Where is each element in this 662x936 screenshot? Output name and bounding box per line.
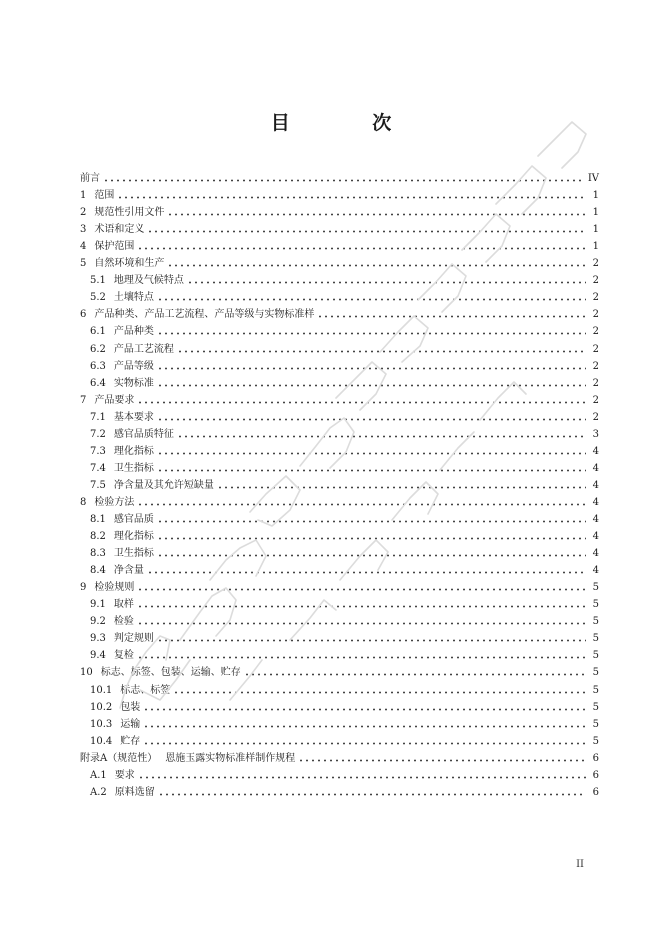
- toc-leader-dots: [177, 350, 586, 353]
- toc-entry[interactable]: [80, 168, 599, 185]
- toc-leader-dots: [157, 554, 586, 557]
- toc-entry[interactable]: [90, 458, 599, 475]
- toc-entry-number: 6.4: [90, 378, 114, 390]
- toc-entry-number: 9.2: [90, 616, 114, 628]
- toc-leader-dots: [217, 486, 586, 489]
- toc-entry-label: 检验规则: [94, 582, 135, 594]
- toc-entry-label: 卫生指标: [113, 462, 154, 474]
- toc-entry-number: 5.2: [90, 292, 114, 304]
- toc-entry-page: 5: [592, 599, 599, 611]
- toc-entry-page: 4: [592, 496, 599, 508]
- toc-entry-label: 产品等级: [113, 360, 154, 372]
- toc-entry-label: 产品种类: [113, 326, 154, 338]
- toc-entry-number: 6.3: [90, 361, 114, 373]
- toc-entry-number: 8.3: [90, 548, 114, 560]
- toc-entry-label: 理化指标: [113, 531, 154, 543]
- toc-entry[interactable]: [90, 543, 599, 560]
- toc-leader-dots: [317, 315, 586, 318]
- toc-entry-number: 10.4: [90, 736, 120, 748]
- toc-entry-label: 保护范围: [94, 241, 135, 253]
- toc-leader-dots: [157, 469, 586, 472]
- toc-entry-page: 1: [592, 190, 599, 202]
- toc-entry[interactable]: [90, 645, 599, 662]
- toc-entry-number: 6: [80, 309, 94, 321]
- toc-entry-number: A.1: [90, 770, 115, 782]
- toc-entry-number: 9.1: [90, 599, 114, 611]
- toc-entry[interactable]: [90, 356, 599, 373]
- toc-entry-label: 判定规则: [113, 633, 154, 645]
- toc-entry[interactable]: [90, 628, 599, 645]
- toc-entry-number: 9: [80, 582, 94, 594]
- toc-entry-number: 6.1: [90, 326, 114, 338]
- toc-entry-number: 10.1: [90, 685, 120, 697]
- toc-entry-page: 5: [592, 616, 599, 628]
- toc-entry[interactable]: [80, 253, 599, 270]
- toc-entry-label: 检验: [113, 616, 134, 628]
- toc-entry-page: 4: [592, 445, 599, 457]
- toc-leader-dots: [147, 571, 586, 574]
- toc-entry-page: 4: [592, 514, 599, 525]
- toc-entry[interactable]: [90, 407, 599, 424]
- toc-entry[interactable]: [90, 339, 599, 356]
- toc-entry[interactable]: [80, 492, 599, 509]
- toc-entry-page: 2: [592, 258, 599, 270]
- toc-entry-page: 5: [592, 735, 599, 747]
- toc-leader-dots: [298, 759, 586, 762]
- toc-entry-label: 地理及气候特点: [113, 275, 184, 287]
- toc-entry-page: 2: [592, 411, 599, 423]
- toc-entry-number: 10: [80, 667, 101, 679]
- toc-entry[interactable]: [90, 373, 599, 390]
- toc-entry[interactable]: [90, 560, 599, 577]
- toc-entry-page: 4: [592, 479, 599, 491]
- toc-entry-label: 感官品质: [113, 514, 154, 525]
- toc-entry-number: 7: [80, 395, 94, 407]
- toc-entry-number: 3: [80, 224, 94, 236]
- toc-entry-number: A.2: [90, 787, 115, 799]
- toc-entry-page: 4: [592, 531, 599, 543]
- toc-leader-dots: [244, 673, 586, 676]
- toc-entry-number: 8.4: [90, 565, 114, 577]
- toc-leader-dots: [117, 196, 586, 199]
- toc-leader-dots: [157, 639, 586, 642]
- toc-entry-number: 4: [80, 241, 94, 253]
- toc-entry[interactable]: [80, 662, 599, 679]
- toc-leader-dots: [167, 264, 586, 267]
- toc-entry-page: 5: [592, 650, 599, 662]
- toc-leader-dots: [137, 656, 586, 659]
- toc-leader-dots: [137, 605, 586, 608]
- toc-leader-dots: [137, 503, 586, 506]
- toc-leader-dots: [137, 622, 586, 625]
- toc-entry-label: 术语和定义: [94, 224, 145, 236]
- toc-entry-label: 产品要求: [94, 394, 135, 406]
- toc-entry-label: 恩施玉露实物标准样制作规程: [165, 752, 296, 764]
- toc-leader-dots: [137, 588, 586, 591]
- toc-leader-dots: [157, 452, 586, 455]
- toc-entry-page: 1: [592, 207, 599, 219]
- toc-entry[interactable]: [80, 202, 599, 219]
- toc-leader-dots: [157, 384, 586, 387]
- toc-leader-dots: [137, 247, 586, 250]
- toc-entry-label: 前言: [80, 173, 100, 184]
- toc-entry-number: 附录A（规范性）: [80, 753, 165, 765]
- toc-entry-label: 包装: [120, 701, 141, 713]
- toc-entry-page: 2: [592, 360, 599, 372]
- toc-entry-label: 标志、标签: [120, 684, 171, 696]
- toc-entry-number: 1: [80, 190, 94, 202]
- toc-entry-number: 8.2: [90, 531, 114, 543]
- toc-entry[interactable]: [90, 782, 599, 799]
- toc-entry-number: 10.2: [90, 702, 120, 714]
- page-number: II: [576, 859, 584, 870]
- toc-entry[interactable]: [80, 185, 599, 202]
- toc-entry-page: 4: [592, 548, 599, 560]
- toc-entry-number: 9.3: [90, 633, 114, 645]
- toc-leader-dots: [173, 691, 586, 694]
- toc-entry-page: 2: [592, 394, 599, 406]
- toc-entry-label: 复检: [113, 650, 134, 662]
- toc-entry-label: 产品种类、产品工艺流程、产品等级与实物标准样: [94, 309, 315, 321]
- toc-entry-label: 规范性引用文件: [94, 207, 165, 219]
- toc-entry-label: 感官品质特征: [113, 428, 174, 440]
- toc-entry-number: 5: [80, 258, 94, 270]
- toc-leader-dots: [157, 332, 586, 335]
- toc-entry[interactable]: [90, 594, 599, 611]
- toc-entry[interactable]: [90, 321, 599, 338]
- toc-entry[interactable]: [90, 765, 599, 782]
- toc-entry[interactable]: [80, 304, 599, 321]
- toc-entry-page: 5: [592, 718, 599, 730]
- toc-entry[interactable]: [90, 714, 599, 731]
- toc-leader-dots: [157, 520, 586, 523]
- toc-entry-page: 2: [592, 292, 599, 304]
- toc-entry[interactable]: [90, 526, 599, 543]
- toc-entry-number: 9.4: [90, 650, 114, 662]
- toc-entry-label: 检验方法: [94, 496, 135, 508]
- toc-entry-number: 8: [80, 497, 94, 509]
- toc-entry-page: 6: [592, 752, 599, 764]
- toc-entry[interactable]: [90, 509, 599, 526]
- toc-entry-number: 7.3: [90, 446, 114, 458]
- toc-entry-page: 2: [592, 326, 599, 338]
- toc-entry-page: 2: [592, 343, 599, 355]
- toc-entry[interactable]: [90, 475, 599, 492]
- toc-entry[interactable]: [90, 270, 599, 287]
- toc-entry-label: 卫生指标: [113, 548, 154, 560]
- toc-entry[interactable]: [90, 441, 599, 458]
- page-title: 目 次: [270, 112, 430, 134]
- toc-leader-dots: [167, 213, 586, 216]
- toc-entry-label: 实物标准: [113, 377, 154, 389]
- toc-entry-page: 6: [592, 769, 599, 781]
- toc-leader-dots: [143, 725, 586, 728]
- toc-entry-label: 土壤特点: [113, 292, 154, 304]
- toc-leader-dots: [187, 281, 586, 284]
- toc-leader-dots: [177, 435, 586, 438]
- toc-leader-dots: [143, 708, 586, 711]
- toc-entry[interactable]: [90, 424, 599, 441]
- toc-leader-dots: [143, 742, 586, 745]
- toc-leader-dots: [158, 793, 586, 796]
- toc-entry-page: 2: [592, 377, 599, 389]
- toc-entry-number: 2: [80, 207, 94, 219]
- toc-leader-dots: [157, 418, 586, 421]
- toc-entry[interactable]: [80, 748, 599, 765]
- toc-entry-label: 理化指标: [113, 445, 154, 457]
- toc-entry-label: 贮存: [120, 735, 141, 747]
- toc-entry-page: 3: [592, 428, 599, 440]
- toc-entry-page: 5: [592, 701, 599, 713]
- toc-leader-dots: [138, 776, 586, 779]
- toc-leader-dots: [157, 367, 586, 370]
- toc-entry-page: 1: [592, 224, 599, 236]
- toc-entry[interactable]: [90, 680, 599, 697]
- toc-entry[interactable]: [90, 731, 599, 748]
- toc-entry-label: 净含量: [113, 565, 144, 577]
- toc-entry-number: 5.1: [90, 275, 114, 287]
- toc-leader-dots: [147, 230, 586, 233]
- toc-entry-label: 自然环境和生产: [94, 258, 165, 270]
- toc-entry-label: 要求: [114, 769, 135, 781]
- toc-entry-page: 4: [592, 462, 599, 474]
- toc-entry-number: 6.2: [90, 344, 114, 356]
- toc-entry-page: 5: [592, 667, 599, 679]
- toc-entry-page: 6: [592, 786, 599, 798]
- toc-entry-number: 7.4: [90, 463, 114, 475]
- toc-entry-page: 1: [592, 241, 599, 253]
- toc-entry[interactable]: [80, 219, 599, 236]
- toc-entry-page: 5: [592, 633, 599, 645]
- toc-entry-label: 取样: [113, 599, 134, 611]
- toc-entry-page: 2: [592, 275, 599, 287]
- toc-entry-number: 7.5: [90, 480, 114, 492]
- toc-leader-dots: [103, 179, 585, 182]
- toc-entry[interactable]: [90, 697, 599, 714]
- toc-entry[interactable]: [90, 611, 599, 628]
- toc-entry-page: IV: [587, 173, 599, 184]
- toc-entry-number: 10.3: [90, 719, 120, 731]
- toc-entry-label: 标志、标签、包装、运输、贮存: [100, 667, 241, 679]
- toc-entry-number: 7.1: [90, 412, 114, 424]
- toc-entry[interactable]: [80, 577, 599, 594]
- toc-entry[interactable]: [80, 390, 599, 407]
- toc-entry-label: 净含量及其允许短缺量: [113, 479, 214, 491]
- toc-entry[interactable]: [80, 236, 599, 253]
- toc-entry-number: 7.2: [90, 429, 114, 441]
- toc-entry-label: 基本要求: [113, 411, 154, 423]
- toc-leader-dots: [157, 537, 586, 540]
- toc-entry-page: 4: [592, 565, 599, 577]
- toc-entry-page: 2: [592, 309, 599, 321]
- toc-entry[interactable]: [90, 287, 599, 304]
- toc-entry-page: 5: [592, 684, 599, 696]
- toc-leader-dots: [157, 298, 586, 301]
- toc-entry-number: 8.1: [90, 514, 114, 526]
- toc-entry-label: 产品工艺流程: [113, 343, 174, 355]
- toc-entry-label: 范围: [94, 190, 115, 202]
- toc-entry-page: 5: [592, 582, 599, 594]
- toc-entry-label: 原料选留: [114, 786, 155, 798]
- toc-leader-dots: [137, 401, 586, 404]
- toc-entry-label: 运输: [120, 718, 141, 730]
